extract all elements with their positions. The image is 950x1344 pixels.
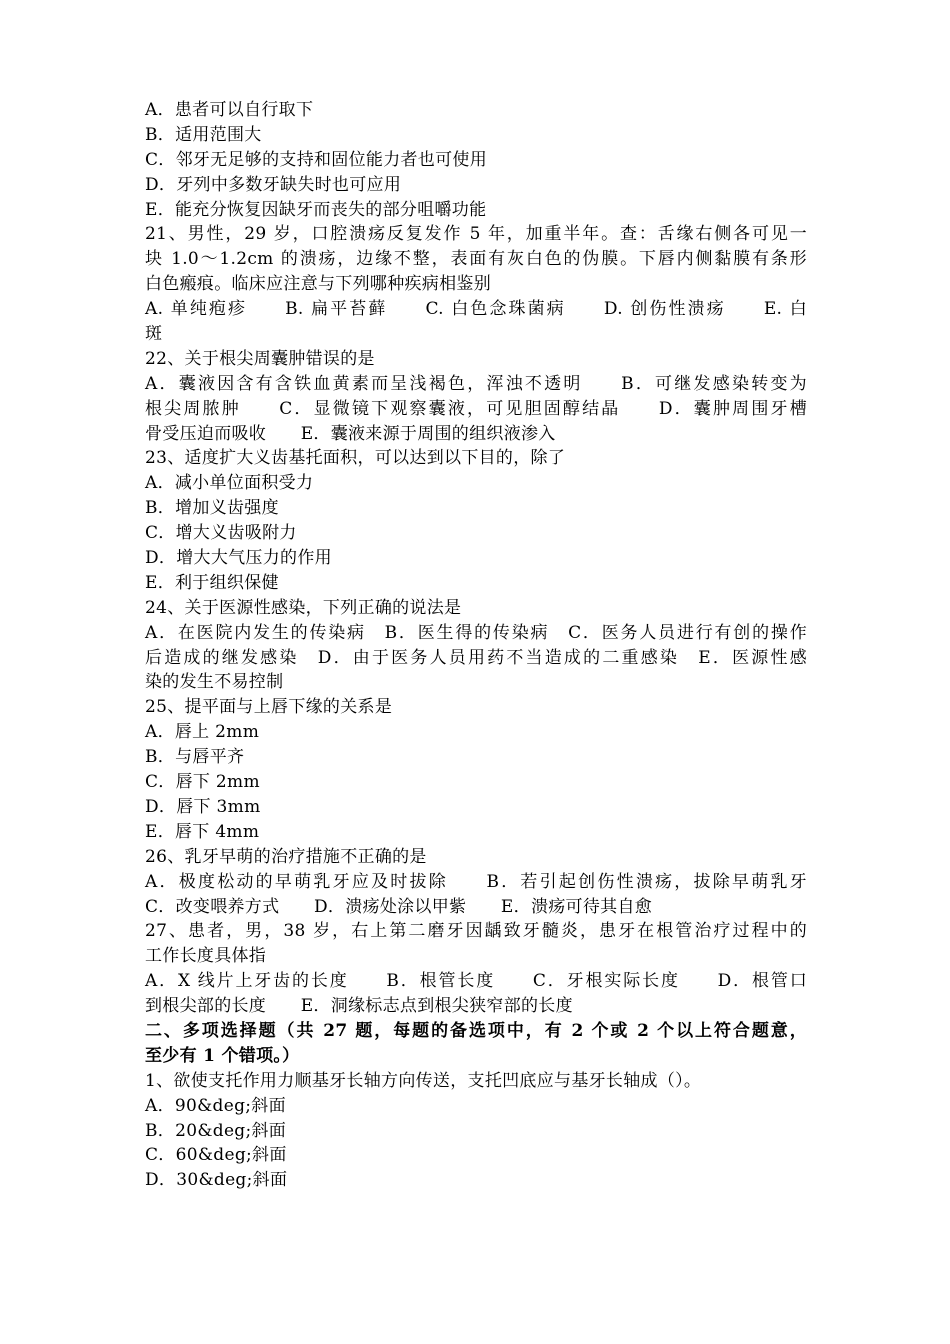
text-line: 21、男性，29 岁，口腔溃疡反复发作 5 年，加重半年。查：舌缘右侧各可见一	[145, 224, 807, 245]
text-line: B．与唇平齐	[145, 747, 245, 768]
text-line: 块 1.0～1.2cm 的溃疡，边缘不整，表面有灰白色的伪膜。下唇内侧黏膜有条形	[145, 249, 807, 270]
text-line: E．唇下 4mm	[145, 821, 260, 842]
text-line: 斑	[145, 324, 163, 345]
text-line: C．60&deg;斜面	[145, 1145, 287, 1166]
text-line: A．极度松动的早萌乳牙应及时拔除 B．若引起创伤性溃疡，拔除早萌乳牙	[145, 871, 807, 892]
text-line: 骨受压迫而吸收 E．囊液来源于周围的组织液渗入	[145, 423, 556, 444]
text-line: 染的发生不易控制	[145, 672, 284, 693]
text-line: B．适用范围大	[145, 124, 262, 145]
text-line: C．邻牙无足够的支持和固位能力者也可使用	[145, 149, 488, 170]
text-line: B．20&deg;斜面	[145, 1120, 287, 1141]
text-line: C．增大义齿吸附力	[145, 523, 297, 544]
text-line: D．唇下 3mm	[145, 796, 261, 817]
text-line: D．增大大气压力的作用	[145, 548, 332, 569]
text-line: A．减小单位面积受力	[145, 473, 314, 494]
text-line: A．X 线片上牙齿的长度 B．根管长度 C．牙根实际长度 D．根管口	[145, 971, 807, 992]
text-line: 22、关于根尖周囊肿错误的是	[145, 348, 375, 369]
text-line: C．唇下 2mm	[145, 772, 260, 793]
text-line: E．利于组织保健	[145, 572, 279, 593]
text-line: 27、患者，男，38 岁，右上第二磨牙因龋致牙髓炎，患牙在根管治疗过程中的	[145, 921, 807, 942]
text-line: C．改变喂养方式 D．溃疡处涂以甲紫 E．溃疡可待其自愈	[145, 896, 653, 917]
text-line: A．患者可以自行取下	[145, 100, 314, 120]
text-line: D．牙列中多数牙缺失时也可应用	[145, 174, 402, 195]
text-line: 后造成的继发感染 D．由于医务人员用药不当造成的二重感染 E．医源性感	[145, 647, 807, 668]
text-line: 工作长度具体指	[145, 946, 267, 967]
text-line: 根尖周脓肿 C．显微镜下观察囊液，可见胆固醇结晶 D．囊肿周围牙槽	[145, 398, 807, 419]
text-line: D．30&deg;斜面	[145, 1170, 288, 1191]
text-line: E．能充分恢复因缺牙而丧失的部分咀嚼功能	[145, 199, 487, 220]
text-line: A. 单纯疱疹 B. 扁平苔藓 C. 白色念珠菌病 D. 创伤性溃疡 E. 白	[145, 299, 807, 320]
text-line: 二、多项选择题（共 27 题，每题的备选项中，有 2 个或 2 个以上符合题意，	[145, 1020, 807, 1041]
document-body	[145, 98, 807, 1193]
text-line: 24、关于医源性感染，下列正确的说法是	[145, 597, 462, 618]
text-line: A．唇上 2mm	[145, 722, 260, 743]
text-line: 25、提平面与上唇下缘的关系是	[145, 697, 393, 718]
text-line: A．在医院内发生的传染病 B．医生得的传染病 C．医务人员进行有创的操作	[145, 622, 807, 643]
text-line: 到根尖部的长度 E．洞缘标志点到根尖狭窄部的长度	[145, 996, 573, 1017]
text-line: 至少有 1 个错项。）	[145, 1045, 300, 1066]
text-line: B．增加义齿强度	[145, 498, 279, 519]
text-line: 白色瘢痕。临床应注意与下列哪种疾病相鉴别	[145, 274, 491, 295]
text-line: 26、乳牙早萌的治疗措施不正确的是	[145, 846, 427, 867]
text-line: 23、适度扩大义齿基托面积，可以达到以下目的，除了	[145, 448, 566, 469]
text-line: A．囊液因含有含铁血黄素而呈浅褐色，浑浊不透明 B．可继发感染转变为	[145, 373, 807, 394]
text-line: A．90&deg;斜面	[145, 1095, 286, 1116]
text-line: 1、欲使支托作用力顺基牙长轴方向传送，支托凹底应与基牙长轴成（）。	[145, 1070, 702, 1091]
